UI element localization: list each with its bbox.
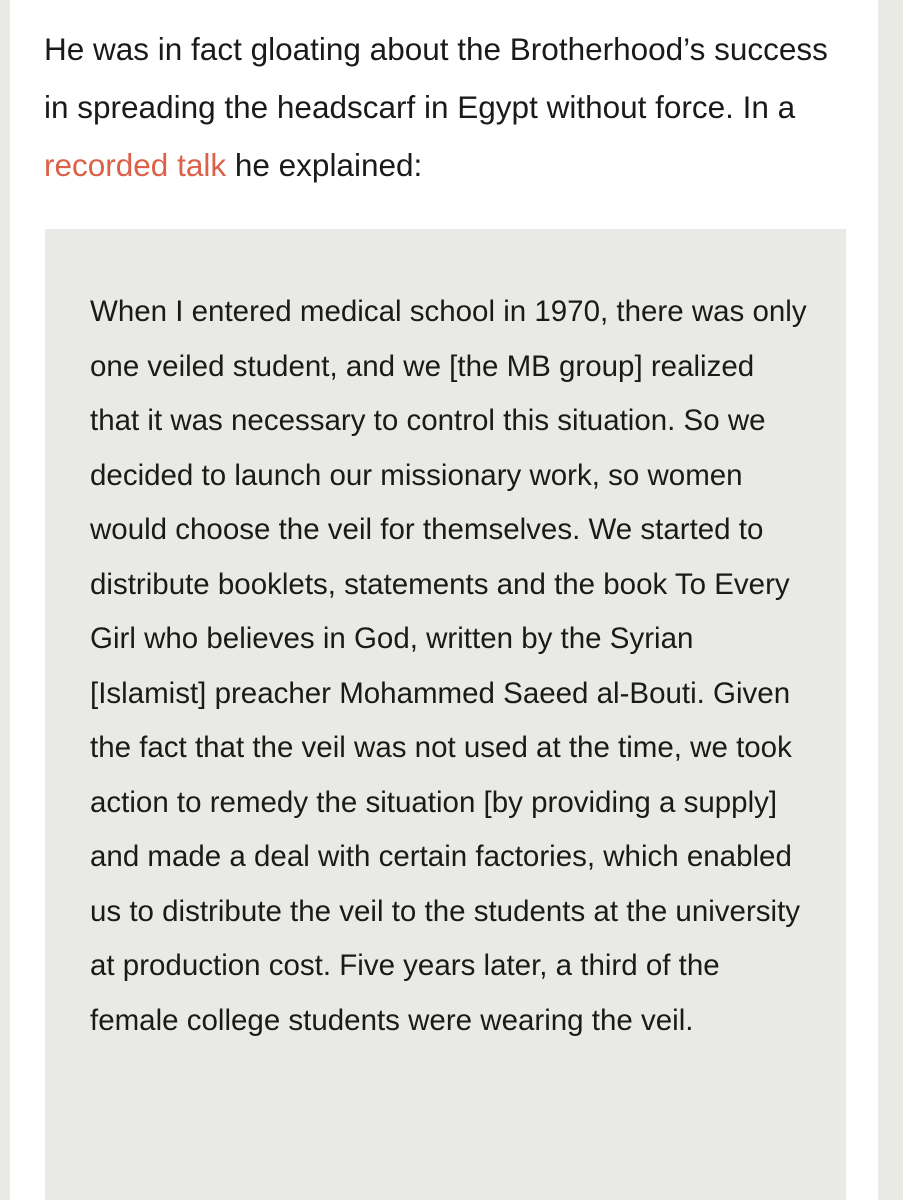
intro-text-after-link: he explained: bbox=[226, 147, 423, 183]
intro-text-before-link: He was in fact gloating about the Brotherhood’s success in spreading the headscarf in Egypt without force. In a bbox=[44, 31, 828, 125]
intro-paragraph bbox=[44, 20, 844, 194]
blockquote-text: When I entered medical school in 1970, there was only one veiled student, and we [the MB group] realized that it was necessary to control this situation. So we decided to launch our missionary work, so women would choose the veil for themselves. We started to distribute booklets, statements and the book To Every Girl who believes in God, written by the Syrian [Islamist] preacher Mohammed Saeed al-Bouti. Given the fact that the veil was not used at the time, we took action to remedy the situation [by providing a supply] and made a deal with certain factories, which enabled us to distribute the veil to the students at the university at production cost. Five years later, a third of the female college students were wearing the veil. bbox=[90, 295, 807, 1037]
blockquote bbox=[45, 229, 846, 1200]
article-page bbox=[10, 0, 878, 1200]
recorded-talk-link[interactable]: recorded talk bbox=[44, 147, 227, 183]
